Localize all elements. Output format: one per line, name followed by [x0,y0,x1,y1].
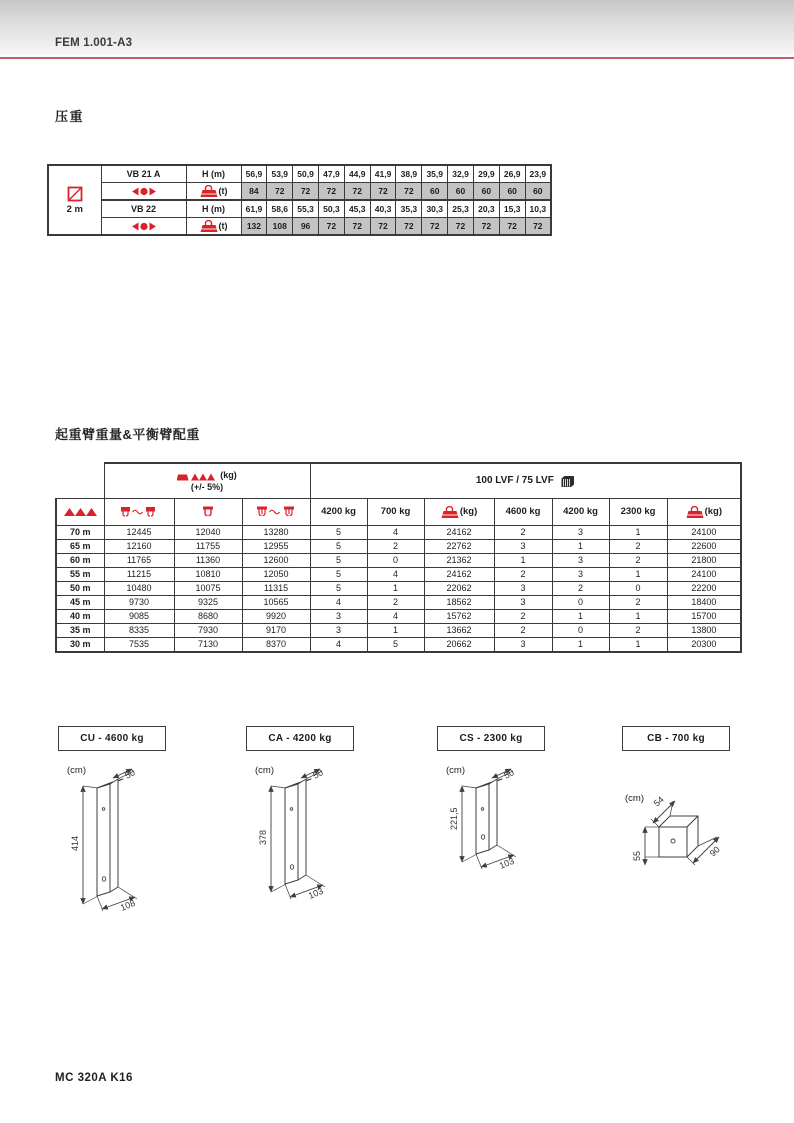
value-cell: 11360 [174,554,242,568]
ballast-value-cell: 72 [318,183,344,201]
tonnes-unit-label: (t) [218,220,228,231]
value-cell: 18562 [424,596,494,610]
ballast-value-cell: 72 [396,183,422,201]
svg-text:(cm): (cm) [255,765,274,776]
counterweight-figure [406,757,576,930]
ballast-value-cell: 60 [473,183,499,201]
value-cell: 9730 [104,596,174,610]
value-cell: 22600 [667,540,741,554]
value-cell: 21362 [424,554,494,568]
height-value-cell: 40,3 [370,200,396,218]
central-ballast-cell [101,183,186,201]
column-header-cell [174,499,242,526]
ballast-value-cell: 108 [267,218,293,236]
value-cell: 2 [367,596,424,610]
tonnes-unit-label: (t) [218,185,228,196]
value-cell: 1 [609,568,667,582]
jib-length-cell: 55 m [56,568,104,582]
height-value-cell: 50,9 [293,165,319,183]
value-cell: 0 [552,596,609,610]
ballast-value-cell: 72 [370,218,396,236]
lvf-label: 100 LVF / 75 LVF [475,474,554,486]
mast-cell [48,165,101,235]
jib-weight-table [55,462,742,653]
ballast-value-cell: 72 [370,183,396,201]
value-cell: 3 [494,596,552,610]
height-value-cell: 41,9 [370,165,396,183]
value-cell: 2 [494,526,552,540]
ballast-value-cell: 72 [499,218,525,236]
ballast-value-cell: 72 [318,218,344,236]
value-cell: 2 [609,540,667,554]
jib-length-cell: 40 m [56,610,104,624]
height-value-cell: 29,9 [473,165,499,183]
svg-text:50: 50 [311,767,325,781]
height-value-cell: 26,9 [499,165,525,183]
ballast-weight-icon [686,506,704,519]
value-cell: 3 [552,554,609,568]
height-value-cell: 53,9 [267,165,293,183]
value-cell: 2 [494,568,552,582]
value-cell: 2 [609,554,667,568]
svg-text:103: 103 [497,855,516,871]
central-ballast-icon [131,221,157,232]
jib-length-cell: 60 m [56,554,104,568]
svg-text:414: 414 [70,835,80,851]
value-cell: 9325 [174,596,242,610]
ballast-value-cell: 72 [525,218,551,236]
value-cell: 3 [494,540,552,554]
value-cell: 24100 [667,568,741,582]
jib-section-title: 起重臂重量&平衡臂配重 [55,427,200,442]
column-header-cell: 4200 kg [310,499,367,526]
value-cell: 4 [367,568,424,582]
jib-weight-icon [177,469,217,482]
value-cell: 0 [609,582,667,596]
value-cell: 7930 [174,624,242,638]
value-cell: 15700 [667,610,741,624]
value-cell: 8335 [104,624,174,638]
counterweight-figure [591,757,761,930]
value-cell: 1 [494,554,552,568]
counterweight-diagram [27,757,197,925]
height-value-cell: 61,9 [241,200,267,218]
ballast-weight-icon [200,185,218,198]
value-cell: 11315 [242,582,310,596]
mast-section-icon [67,186,83,202]
ballast-value-cell: 72 [293,183,319,201]
ballast-value-cell: 60 [499,183,525,201]
value-cell: 5 [310,554,367,568]
counterweight-title: CS - 2300 kg [437,726,545,751]
tower-config-label: VB 22 [101,200,186,218]
value-cell: 24162 [424,526,494,540]
jib-length-cell: 45 m [56,596,104,610]
kg-unit-label: (kg) [704,506,723,518]
svg-text:(cm): (cm) [67,765,86,776]
value-cell: 12445 [104,526,174,540]
value-cell: 7535 [104,638,174,653]
height-value-cell: 35,3 [396,200,422,218]
value-cell: 5 [310,568,367,582]
counterweight-figure [215,757,385,930]
value-cell: 10480 [104,582,174,596]
value-cell: 10810 [174,568,242,582]
value-cell: 12955 [242,540,310,554]
crane-model: MC 320A K16 [55,1072,133,1084]
jib-length-cell: 30 m [56,638,104,653]
ballast-row-label [186,218,241,236]
ballast-value-cell: 72 [344,183,370,201]
height-value-cell: 30,3 [422,200,448,218]
jib-weight-unit: (kg) [220,470,237,481]
counterweight-card [215,726,385,930]
value-cell: 3 [494,582,552,596]
value-cell: 4 [310,596,367,610]
value-cell: 24100 [667,526,741,540]
ballast-total-header-cell [424,499,494,526]
value-cell: 22200 [667,582,741,596]
value-cell: 1 [552,610,609,624]
header-band [0,0,794,55]
ballast-value-cell: 72 [396,218,422,236]
value-cell: 22762 [424,540,494,554]
svg-text:103: 103 [306,885,325,901]
jib-truss-icon [63,507,97,517]
column-header-cell [104,499,174,526]
height-value-cell: 38,9 [396,165,422,183]
value-cell: 8680 [174,610,242,624]
value-cell: 2 [609,624,667,638]
value-cell: 11765 [104,554,174,568]
value-cell: 10075 [174,582,242,596]
ballast-value-cell: 72 [422,218,448,236]
svg-text:108: 108 [118,897,137,913]
value-cell: 1 [367,582,424,596]
central-ballast-cell [101,218,186,236]
value-cell: 15762 [424,610,494,624]
ballast-section-title: 压重 [55,109,85,124]
value-cell: 2 [494,610,552,624]
height-row-label: H (m) [186,200,241,218]
value-cell: 12040 [174,526,242,540]
svg-text:378: 378 [258,829,268,845]
tower-config-label: VB 21 A [101,165,186,183]
value-cell: 7130 [174,638,242,653]
height-value-cell: 50,3 [318,200,344,218]
ballast-value-cell: 72 [344,218,370,236]
height-value-cell: 10,3 [525,200,551,218]
value-cell: 2 [494,624,552,638]
height-value-cell: 25,3 [448,200,474,218]
central-ballast-icon [131,186,157,197]
ballast-total-header-cell [667,499,741,526]
value-cell: 8370 [242,638,310,653]
ballast-value-cell: 96 [293,218,319,236]
ballast-value-cell: 132 [241,218,267,236]
value-cell: 18400 [667,596,741,610]
value-cell: 24162 [424,568,494,582]
counterweight-figure [27,757,197,930]
height-value-cell: 23,9 [525,165,551,183]
height-row-label: H (m) [186,165,241,183]
value-cell: 11755 [174,540,242,554]
kg-unit-label: (kg) [459,506,478,518]
height-value-cell: 47,9 [318,165,344,183]
svg-text:90: 90 [707,844,722,859]
lvf-header-cell [310,463,741,499]
value-cell: 5 [367,638,424,653]
height-value-cell: 55,3 [293,200,319,218]
height-value-cell: 15,3 [499,200,525,218]
svg-text:55: 55 [632,850,642,861]
value-cell: 9920 [242,610,310,624]
mast-width-label: 2 m [66,203,83,215]
value-cell: 2 [367,540,424,554]
ballast-value-cell: 60 [448,183,474,201]
value-cell: 1 [552,540,609,554]
value-cell: 13800 [667,624,741,638]
column-header-cell: 4600 kg [494,499,552,526]
height-value-cell: 44,9 [344,165,370,183]
value-cell: 20662 [424,638,494,653]
counterweight-diagram [591,757,761,925]
value-cell: 3 [310,610,367,624]
ballast-value-cell: 72 [448,218,474,236]
counterweight-card [406,726,576,930]
value-cell: 3 [310,624,367,638]
double-hook-pair-icon [257,506,295,518]
value-cell: 10565 [242,596,310,610]
value-cell: 2 [552,582,609,596]
value-cell: 5 [310,540,367,554]
counterweight-title: CB - 700 kg [622,726,730,751]
ballast-value-cell: 60 [525,183,551,201]
counterweight-title: CA - 4200 kg [246,726,354,751]
value-cell: 4 [367,610,424,624]
jib-length-cell: 70 m [56,526,104,540]
column-header-cell: 2300 kg [609,499,667,526]
column-header-cell [242,499,310,526]
value-cell: 1 [609,610,667,624]
ballast-row-label [186,183,241,201]
column-header-cell: 4200 kg [552,499,609,526]
counterweight-title: CU - 4600 kg [58,726,166,751]
value-cell: 3 [552,526,609,540]
svg-text:50: 50 [123,767,137,781]
value-cell: 5 [310,526,367,540]
value-cell: 22062 [424,582,494,596]
value-cell: 21800 [667,554,741,568]
jib-weight-header-cell [104,463,310,499]
value-cell: 1 [552,638,609,653]
value-cell: 12600 [242,554,310,568]
jib-length-cell: 65 m [56,540,104,554]
column-header-cell [56,499,104,526]
height-value-cell: 32,9 [448,165,474,183]
ballast-value-cell: 60 [422,183,448,201]
value-cell: 13662 [424,624,494,638]
value-cell: 1 [609,526,667,540]
value-cell: 11215 [104,568,174,582]
ballast-value-cell: 72 [267,183,293,201]
jib-length-cell: 35 m [56,624,104,638]
ballast-table [47,164,552,236]
height-value-cell: 20,3 [473,200,499,218]
value-cell: 3 [552,568,609,582]
counterweight-card [27,726,197,930]
height-value-cell: 56,9 [241,165,267,183]
counterweight-diagram [406,757,576,925]
height-value-cell: 45,3 [344,200,370,218]
value-cell: 5 [310,582,367,596]
height-value-cell: 58,6 [267,200,293,218]
red-rule [0,57,794,59]
value-cell: 3 [494,638,552,653]
value-cell: 0 [552,624,609,638]
svg-text:221,5: 221,5 [449,807,459,830]
ballast-value-cell: 72 [473,218,499,236]
svg-text:(cm): (cm) [446,765,465,776]
jib-weight-tolerance: (+/- 5%) [190,482,224,493]
value-cell: 20300 [667,638,741,653]
value-cell: 2 [609,596,667,610]
jib-length-cell: 50 m [56,582,104,596]
winch-icon [560,475,575,488]
svg-text:50: 50 [502,767,516,781]
height-value-cell: 35,9 [422,165,448,183]
counterweight-diagram [215,757,385,925]
ballast-weight-icon [200,220,218,233]
value-cell: 4 [310,638,367,653]
value-cell: 1 [367,624,424,638]
counterweight-card [591,726,761,930]
value-cell: 9170 [242,624,310,638]
ballast-weight-icon [441,506,459,519]
column-header-cell: 700 kg [367,499,424,526]
standard-code: FEM 1.001-A3 [55,37,133,49]
value-cell: 12050 [242,568,310,582]
hook-block-icon [202,506,214,518]
value-cell: 9085 [104,610,174,624]
value-cell: 0 [367,554,424,568]
value-cell: 4 [367,526,424,540]
svg-text:54: 54 [651,794,666,809]
ballast-value-cell: 84 [241,183,267,201]
trolley-pair-icon [121,506,157,518]
value-cell: 12160 [104,540,174,554]
value-cell: 1 [609,638,667,653]
value-cell: 13280 [242,526,310,540]
table-corner-mask [53,460,104,498]
svg-text:(cm): (cm) [625,793,644,804]
